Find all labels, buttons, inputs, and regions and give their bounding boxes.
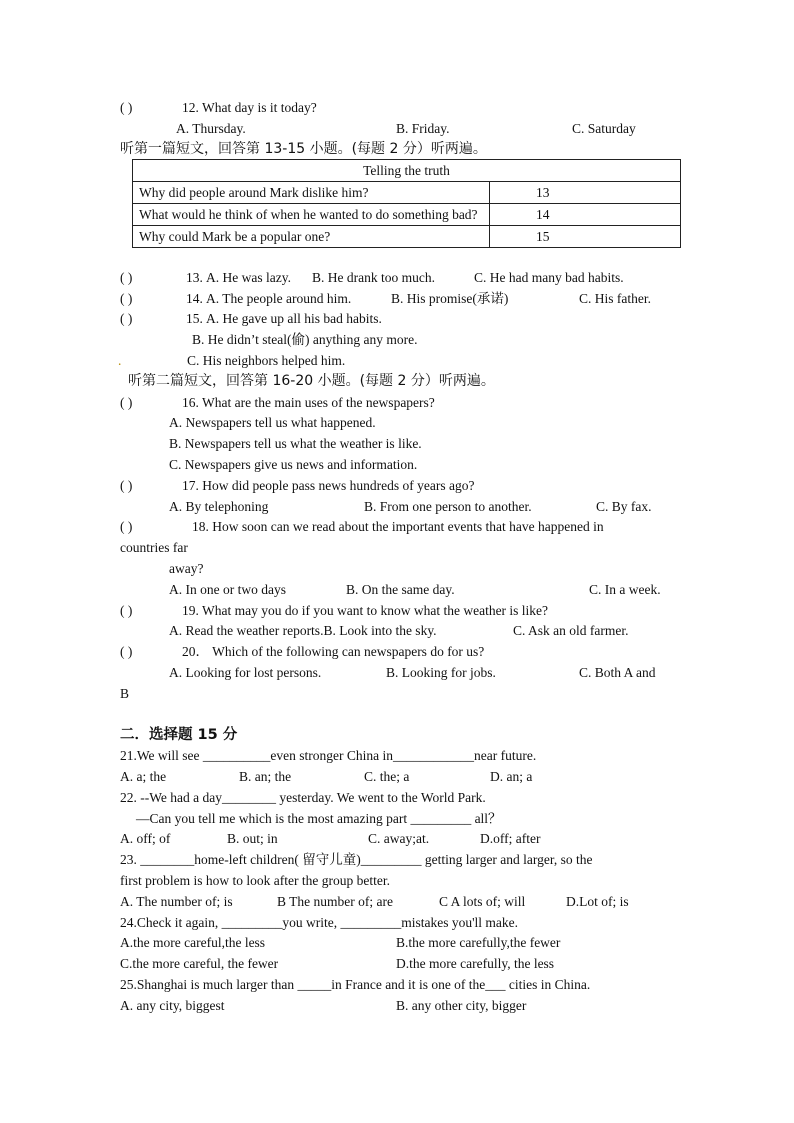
question-stem-cont: countries far	[120, 540, 188, 555]
answer-blank: ( )	[120, 311, 133, 326]
answer-blank: ( )	[120, 644, 133, 659]
option-b: B. He drank too much.	[312, 270, 435, 285]
option-b: B. His promise(承诺)	[391, 291, 509, 306]
option-a: A. The people around him.	[206, 291, 352, 306]
question-stem: 17. How did people pass news hundreds of years ago?	[182, 478, 475, 493]
question-25: 25.Shanghai is much larger than _____in France and it is one of the___ cities in China.	[120, 977, 591, 992]
option-a: A. Newspapers tell us what happened.	[169, 415, 376, 430]
option-b: B. Looking for jobs.	[386, 665, 496, 680]
question-stem: 20． Which of the following can newspapers do for us?	[182, 644, 485, 659]
option-c: C A lots of; will	[439, 894, 526, 909]
option-c: C. In a week.	[589, 582, 661, 597]
question-16	[120, 394, 435, 412]
table-row	[133, 204, 681, 226]
question-14	[120, 290, 203, 308]
question-17	[120, 477, 474, 495]
option-b: B. out; in	[227, 831, 278, 846]
question-13	[120, 269, 203, 287]
question-stem-cont: away?	[169, 561, 204, 576]
question-stem: 13.	[186, 270, 203, 285]
option-a: A.the more careful,the less	[120, 935, 266, 950]
option-b: B. Friday.	[396, 121, 450, 136]
table-question: Why did people around Mark dislike him?	[133, 182, 490, 204]
question-22: 22. --We had a day________ yesterday. We went to the World Park.	[120, 790, 486, 805]
part-2-title: 二．选择题 15 分	[120, 727, 238, 743]
answer-blank: ( )	[120, 291, 133, 306]
table-row	[133, 226, 681, 248]
option-c: C. Ask an old farmer.	[513, 623, 629, 638]
question-21: 21.We will see __________even stronger China in____________near future.	[120, 748, 537, 763]
option-c: C. His father.	[579, 291, 651, 306]
section-1-intro: 听第一篇短文，回答第 13-15 小题。(每题 2 分）听两遍。	[120, 141, 487, 157]
answer-blank: ( )	[120, 395, 133, 410]
table-number: 14	[490, 204, 681, 226]
question-stem: 12. What day is it today?	[182, 100, 317, 115]
option-c-cont: B	[120, 686, 130, 701]
answer-blank: ( )	[120, 603, 133, 618]
option-c: C.the more careful, the fewer	[120, 956, 279, 971]
option-b: B.the more carefully,the fewer	[396, 935, 561, 950]
option-b: B. an; the	[239, 769, 292, 784]
question-15	[120, 310, 203, 328]
question-23: 23. ________home-left children( 留守儿童)_________ getting larger and larger, so the	[120, 852, 593, 867]
question-12	[120, 99, 317, 117]
option-a: A. Thursday.	[176, 121, 246, 136]
answer-blank: ( )	[120, 270, 133, 285]
option-d: D.the more carefully, the less	[396, 956, 555, 971]
option-c: C. Saturday	[572, 121, 636, 136]
stray-dot: .	[118, 353, 122, 368]
answer-blank: ( )	[120, 519, 133, 534]
option-b: B The number of; are	[277, 894, 393, 909]
table-question: What would he think of when he wanted to do something bad?	[133, 204, 490, 226]
option-a: A. The number of; is	[120, 894, 233, 909]
table-number: 13	[490, 182, 681, 204]
option-c: C. His neighbors helped him.	[187, 353, 346, 368]
question-20	[120, 643, 484, 661]
option-a: A. Looking for lost persons.	[169, 665, 322, 680]
option-a: A. a; the	[120, 769, 167, 784]
option-d: D.Lot of; is	[566, 894, 629, 909]
option-d: D.off; after	[480, 831, 541, 846]
option-c: C. the; a	[364, 769, 410, 784]
question-stem: 15.	[186, 311, 203, 326]
option-a: A. any city, biggest	[120, 998, 225, 1013]
option-c: C. away;at.	[368, 831, 430, 846]
option-c: C. Newspapers give us news and information.	[169, 457, 418, 472]
question-stem: 18. How soon can we read about the important events that have happened in	[192, 519, 604, 534]
option-a: A. off; of	[120, 831, 171, 846]
option-b: B. He didn’t steal(偷) anything any more.	[192, 332, 418, 347]
question-23-line2: first problem is how to look after the group better.	[120, 873, 390, 888]
option-a: A. Read the weather reports.B. Look into the sky.	[169, 623, 437, 638]
option-b: B. any other city, bigger	[396, 998, 527, 1013]
table-row	[133, 182, 681, 204]
question-18	[120, 518, 604, 536]
question-stem: 19. What may you do if you want to know what the weather is like?	[182, 603, 549, 618]
question-24: 24.Check it again, _________you write, _________mistakes you'll make.	[120, 915, 518, 930]
answer-blank: ( )	[120, 478, 133, 493]
option-c: C. He had many bad habits.	[474, 270, 624, 285]
answer-blank: ( )	[120, 100, 133, 115]
telling-truth-table	[132, 159, 681, 248]
table-title: Telling the truth	[133, 160, 681, 182]
question-19	[120, 602, 548, 620]
option-c: C. Both A and	[579, 665, 656, 680]
option-b: B. On the same day.	[346, 582, 455, 597]
option-a: A. By telephoning	[169, 499, 269, 514]
question-stem: 16. What are the main uses of the newspapers?	[182, 395, 435, 410]
option-a: A. He was lazy.	[206, 270, 291, 285]
option-a: A. In one or two days	[169, 582, 286, 597]
question-stem: 14.	[186, 291, 203, 306]
option-b: B. From one person to another.	[364, 499, 532, 514]
option-d: D. an; a	[490, 769, 533, 784]
option-c: C. By fax.	[596, 499, 652, 514]
table-question: Why could Mark be a popular one?	[133, 226, 490, 248]
section-2-intro: 听第二篇短文，回答第 16-20 小题。(每题 2 分）听两遍。	[128, 373, 495, 389]
option-b: B. Newspapers tell us what the weather is like.	[169, 436, 422, 451]
question-22-line2: —Can you tell me which is the most amazing part _________ all？	[136, 811, 502, 826]
option-a: A. He gave up all his bad habits.	[206, 311, 382, 326]
table-number: 15	[490, 226, 681, 248]
